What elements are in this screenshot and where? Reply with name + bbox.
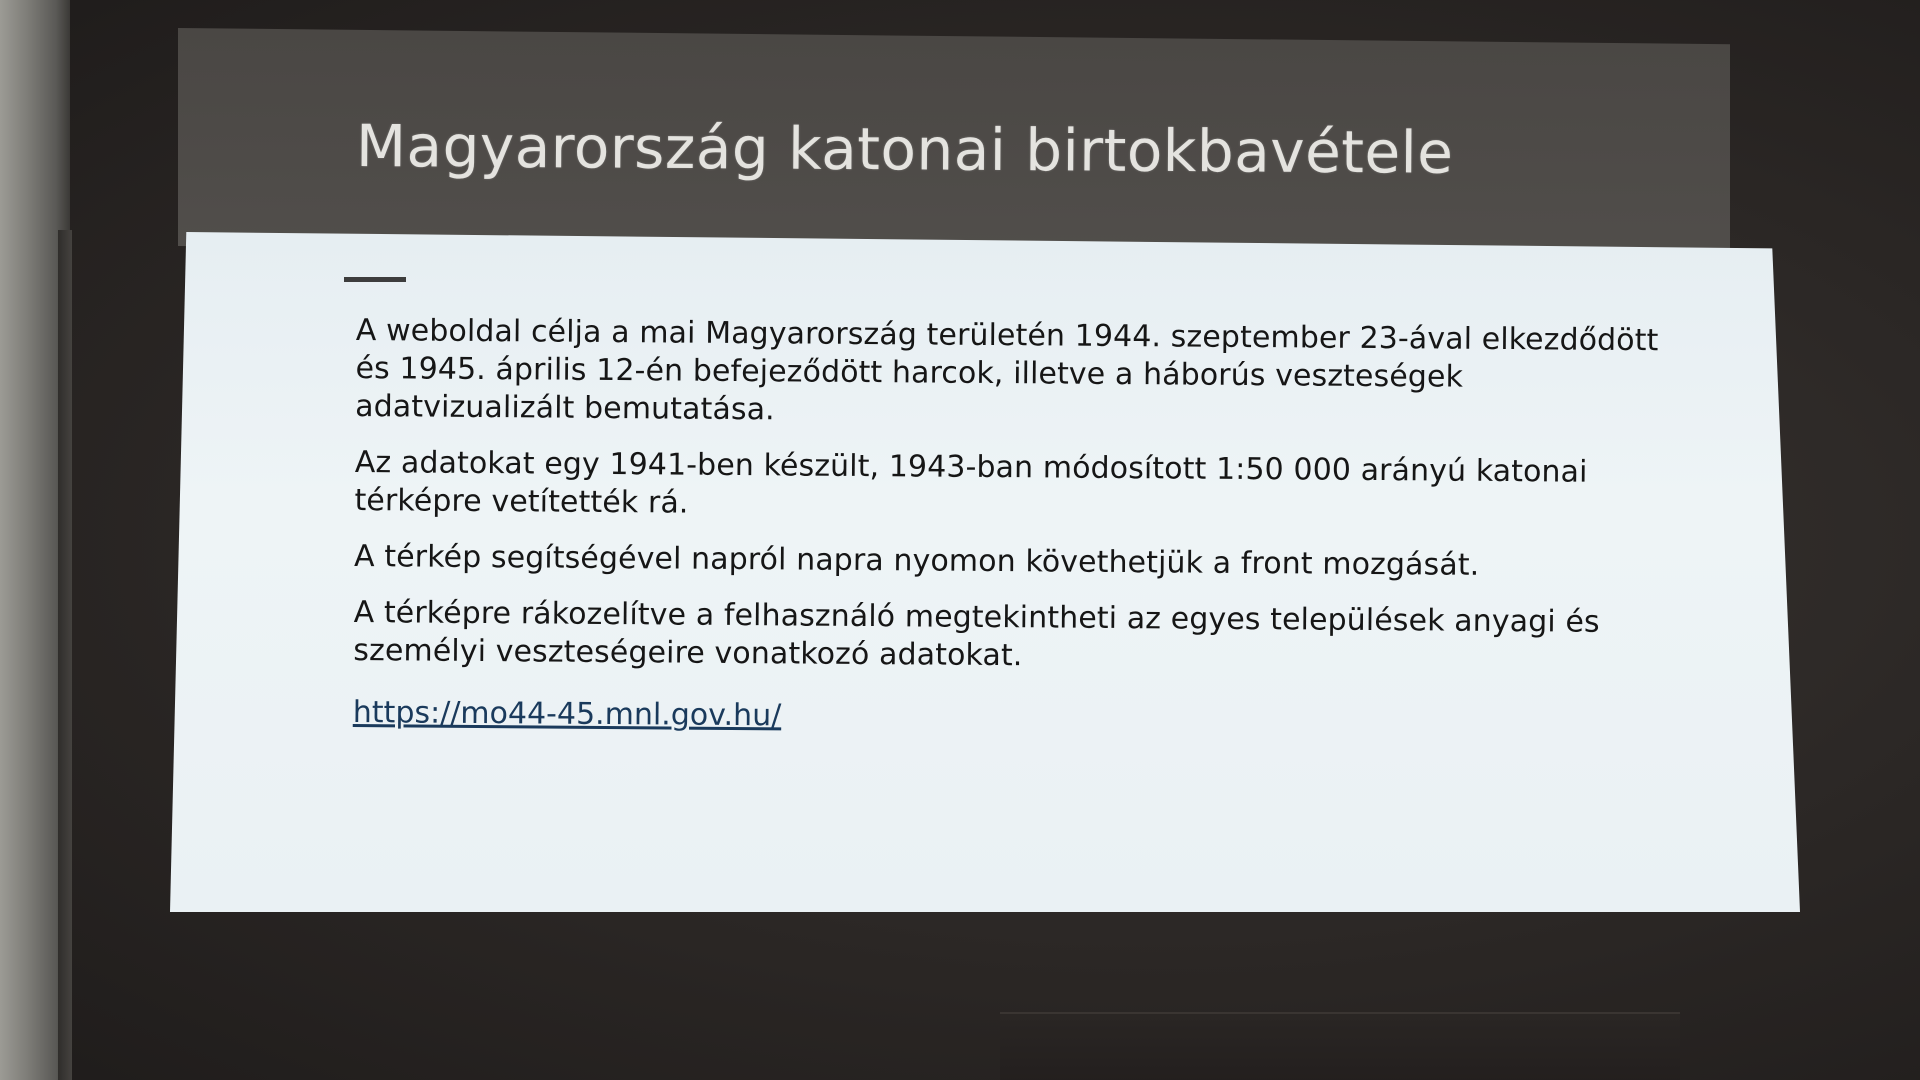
foreground-object [1000, 1012, 1680, 1080]
slide-title: Magyarország katonai birtokbavétele [355, 112, 1454, 187]
wall-edge [58, 230, 72, 1080]
paragraph-zoom-details: A térképre rákozelítve a felhasználó megtekintheti az egyes települések anyagi és személyi veszteségeire vonatkozó adatokat. [353, 594, 1600, 674]
accent-rule [344, 277, 406, 282]
paragraph-front-movement: A térkép segítségével napról napra nyomon követhetjük a front mozgását. [353, 538, 1480, 583]
paragraph-map-source: Az adatokat egy 1941-ben készült, 1943-ban módosított 1:50 000 arányú katonai térképre vetítették rá. [354, 444, 1588, 521]
website-link[interactable]: https://mo44-45.mnl.gov.hu/ [352, 694, 782, 734]
paragraph-purpose: A weboldal célja a mai Magyarország területén 1944. szeptember 23-ával elkezdődött és 1945. április 12-én befejeződött harcok, illetve a háborús veszteségek adatvizualizált bemutatása. [355, 312, 1659, 428]
slide-content [353, 312, 1666, 742]
